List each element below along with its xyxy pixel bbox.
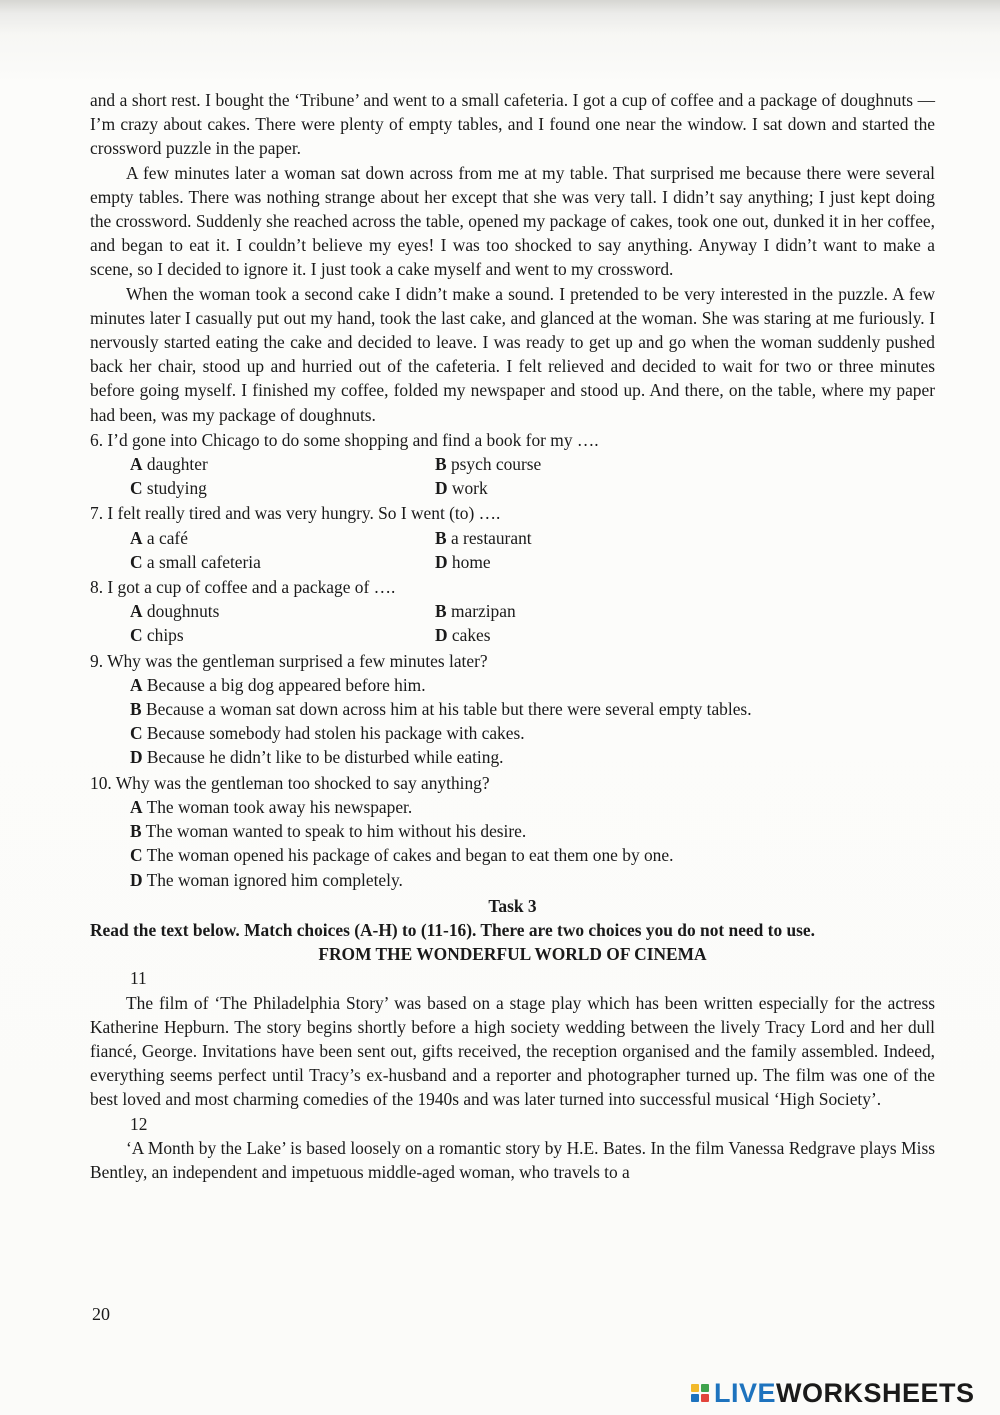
option-c[interactable]: C studying — [130, 478, 207, 499]
option-b[interactable]: B marzipan — [435, 601, 516, 622]
task-heading: Task 3 — [488, 895, 537, 916]
main-content — [90, 88, 935, 1184]
passage-paragraph-2: A few minutes later a woman sat down across from me at my table. That surprised me because there were several empty tables. There was nothing strange about her except that she was very tall. I didn’t say anything; I just kept doing the crossword. Suddenly she reached across the table, opened my package of cakes, took one out, dunked it in her coffee, and began to eat it. I couldn’t believe my eyes! I was too shocked to say anything. Anyway I didn’t want to make a scene, so I decided to ignore it. I just took a cake myself and went to my crossword. — [90, 162, 935, 280]
option-c[interactable]: C The woman opened his package of cakes and began to eat them one by one. — [130, 845, 674, 866]
scanned-page-edge — [0, 0, 1000, 34]
logo-text-live: LIVE — [714, 1377, 777, 1408]
option-c[interactable]: C chips — [130, 625, 184, 646]
passage-paragraph-3: When the woman took a second cake I didn’t make a sound. I pretended to be very interested in the puzzle. A few minutes later I casually put out my hand, took the last cake, and glanced at the woman. She was staring at me furiously. I nervously started eating the cake and decided to leave. I was ready to get up and go when the woman suddenly pushed back her chair, stood up and hurried out of the cafeteria. I felt relieved and decided to wait for two or three minutes before going myself. I finished my coffee, folded my newspaper and stood up. And there, on the table, where my paper had been, was my package of doughnuts. — [90, 283, 935, 425]
option-d[interactable]: D Because he didn’t like to be disturbed while eating. — [130, 747, 504, 768]
liveworksheets-logo[interactable] — [690, 1378, 975, 1408]
cinema-section-11 — [90, 966, 935, 1111]
option-d[interactable]: D work — [435, 478, 488, 499]
question-7 — [90, 501, 935, 574]
passage-paragraph-1: and a short rest. I bought the ‘Tribune’ and went to a small cafeteria. I got a cup of coffee and a package of doughnuts — I’m crazy about cakes. There were plenty of empty tables, and I found one near the window. I sat down and started the crossword puzzle in the paper. — [90, 90, 935, 159]
page-number: 20 — [92, 1304, 110, 1324]
question-stem: 9. Why was the gentleman surprised a few minutes later? — [90, 650, 488, 671]
option-a[interactable]: A daughter — [130, 454, 208, 475]
question-9 — [90, 649, 935, 770]
section-title: FROM THE WONDERFUL WORLD OF CINEMA — [318, 944, 707, 965]
question-stem: 7. I felt really tired and was very hungry. So I went (to) …. — [90, 503, 501, 524]
option-a[interactable]: A doughnuts — [130, 601, 220, 622]
question-10 — [90, 771, 935, 892]
option-b[interactable]: B The woman wanted to speak to him without his desire. — [130, 821, 527, 842]
question-stem: 8. I got a cup of coffee and a package of …. — [90, 577, 396, 598]
option-d[interactable]: D home — [435, 551, 491, 572]
option-c[interactable]: C Because somebody had stolen his package with cakes. — [130, 723, 525, 744]
section-number: 11 — [130, 968, 147, 989]
section-number: 12 — [130, 1113, 148, 1134]
section-text: The film of ‘The Philadelphia Story’ was based on a stage play which has been written especially for the actress Katherine Hepburn. The story begins shortly before a high society wedding between the lively Tracy Lord and her dull fiancé, George. Invitations have been sent out, gifts received, the reception organised and the family assembled. Indeed, everything seems perfect until Tracy’s ex-husband and a reporter and photographer turned up. The film was one of the best loved and most charming comedies of the 1940s and was later turned into successful musical ‘High Society’. — [90, 992, 935, 1110]
question-6 — [90, 428, 935, 501]
option-c[interactable]: C a small cafeteria — [130, 551, 261, 572]
section-text: ‘A Month by the Lake’ is based loosely on a romantic story by H.E. Bates. In the film Vanessa Redgrave plays Miss Bentley, an independent and impetuous middle-aged woman, who travels to a — [90, 1137, 935, 1182]
option-a[interactable]: A Because a big dog appeared before him. — [130, 674, 426, 695]
liveworksheets-logo-icon — [690, 1381, 710, 1405]
option-b[interactable]: B a restaurant — [435, 527, 532, 548]
cinema-section-12 — [90, 1112, 935, 1185]
question-stem: 6. I’d gone into Chicago to do some shopping and find a book for my …. — [90, 429, 599, 450]
option-d[interactable]: D The woman ignored him completely. — [130, 869, 403, 890]
option-d[interactable]: D cakes — [435, 625, 491, 646]
logo-text-worksheets: WORKSHEETS — [776, 1377, 975, 1408]
option-b[interactable]: B Because a woman sat down across him at his table but there were several empty tables. — [130, 699, 752, 720]
option-a[interactable]: A a café — [130, 527, 188, 548]
question-8 — [90, 575, 935, 648]
option-a[interactable]: A The woman took away his newspaper. — [130, 796, 413, 817]
question-stem: 10. Why was the gentleman too shocked to say anything? — [90, 772, 490, 793]
task-instruction: Read the text below. Match choices (A-H) to (11-16). There are two choices you do not need to use. — [90, 919, 815, 940]
option-b[interactable]: B psych course — [435, 454, 542, 475]
